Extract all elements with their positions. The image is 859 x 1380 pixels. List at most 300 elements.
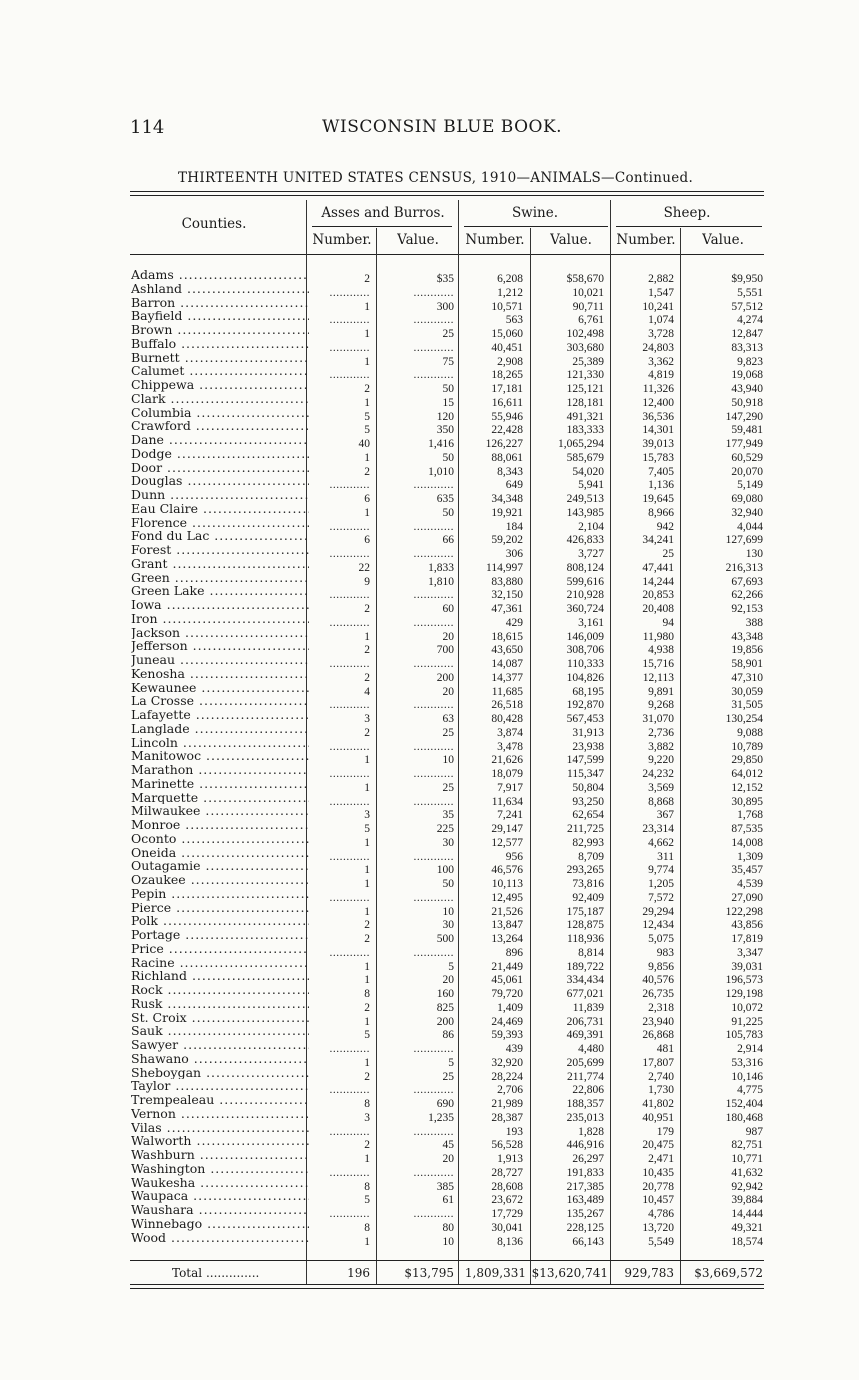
table-cell-av: 1,810	[428, 575, 454, 588]
table-cell-sv: 2,104	[578, 520, 604, 533]
table-cell-hn: 13,720	[642, 1221, 674, 1234]
table-cell-sn: 21,989	[491, 1098, 523, 1110]
county-name: Clark .....	[131, 392, 309, 406]
county-name: Fond du Lac .....	[131, 529, 309, 543]
table-cell-an: 1	[364, 836, 370, 849]
table-cell-hv: 4,044	[737, 520, 763, 533]
table-cell-hn: 12,400	[642, 396, 674, 409]
table-cell-av: 20	[442, 630, 454, 643]
county-name: Oconto .....	[131, 832, 309, 846]
county-name: Monroe .....	[131, 818, 309, 832]
table-cell-sv: 93,250	[572, 795, 604, 808]
table-cell-sv: 6,761	[578, 314, 604, 327]
table-cell-hv: 9,088	[737, 726, 763, 739]
table-cell-sn: 896	[505, 946, 523, 959]
table-cell-hv: 43,940	[731, 383, 763, 395]
table-cell-sn: 43,650	[491, 644, 523, 657]
table-cell-sn: 88,061	[491, 451, 523, 464]
table-cell-hn: 36,536	[642, 410, 674, 423]
table-cell-an: 8	[364, 1180, 370, 1193]
total-asses-number: 196	[347, 1266, 370, 1280]
table-cell-an	[310, 699, 370, 713]
table-cell-an: 1	[364, 396, 370, 409]
table-cell-an: 2	[364, 644, 370, 657]
table-cell-hv: 41,632	[731, 1166, 763, 1179]
table-cell-av	[380, 617, 454, 631]
table-cell-hv: 127,699	[725, 534, 763, 547]
table-cell-an	[310, 1043, 370, 1057]
bottom-rule-2	[130, 1288, 764, 1289]
table-cell-sv: 68,195	[572, 685, 604, 698]
county-name: Vilas .....	[131, 1121, 309, 1135]
table-cell-hv: 152,404	[725, 1098, 763, 1110]
table-cell-hn: 9,268	[648, 699, 674, 712]
county-name: Pepin .....	[131, 887, 309, 901]
table-cell-av: 66	[442, 534, 454, 547]
table-cell-hv: 1,309	[737, 850, 763, 863]
table-cell-hv: 69,080	[731, 493, 763, 505]
header-swine-number: Number.	[465, 232, 525, 248]
table-cell-an: 5	[364, 823, 370, 835]
table-cell-an	[310, 892, 370, 906]
table-cell-av: 825	[436, 1001, 454, 1014]
county-name: Waukesha .....	[131, 1176, 309, 1190]
table-cell-sn: 32,920	[491, 1056, 523, 1069]
table-cell-an: 2	[364, 933, 370, 945]
table-cell-sn: 1,409	[497, 1001, 523, 1014]
table-cell-an: 6	[364, 534, 370, 547]
table-cell-hn: 4,819	[648, 369, 674, 382]
county-name: Pierce .....	[131, 901, 309, 915]
table-cell-av: 635	[436, 493, 454, 505]
table-cell-hn: 14,301	[642, 424, 674, 437]
county-name: Rock .....	[131, 983, 309, 997]
table-cell-sn: 306	[505, 548, 523, 560]
table-cell-an: 1	[364, 630, 370, 643]
table-cell-hv: 64,012	[731, 768, 763, 780]
total-swine-value: $13,620,741	[531, 1266, 608, 1280]
table-cell-av: 30	[442, 836, 454, 849]
table-cell-hv: 12,152	[731, 781, 763, 794]
table-cell-av	[380, 1208, 454, 1222]
county-name: Rusk .....	[131, 997, 309, 1011]
table-cell-sn: 29,147	[491, 823, 523, 835]
table-cell-av: 63	[442, 713, 454, 725]
table-cell-sv: 110,333	[567, 658, 604, 670]
table-cell-hn: 14,244	[642, 575, 674, 588]
table-cell-hn: 20,778	[642, 1180, 674, 1193]
table-cell-sv: 26,297	[572, 1153, 604, 1165]
table-cell-hn: 1,730	[648, 1084, 674, 1097]
table-cell-hv: 1,768	[737, 809, 763, 822]
table-cell-sv: 599,616	[566, 575, 604, 588]
table-cell-an	[310, 851, 370, 865]
table-cell-hn: 2,318	[648, 1001, 674, 1014]
table-cell-sv: 491,321	[566, 410, 604, 423]
table-cell-sn: 18,265	[491, 369, 523, 382]
table-cell-sn: 47,361	[491, 603, 523, 615]
table-cell-sv: 163,489	[566, 1194, 604, 1207]
table-cell-sn: 26,518	[491, 699, 523, 712]
table-cell-an: 1	[364, 1153, 370, 1165]
table-cell-hn: 179	[656, 1125, 674, 1138]
total-top-rule	[130, 1260, 764, 1261]
county-name: Oneida .....	[131, 846, 309, 860]
table-cell-av: 200	[436, 1015, 454, 1028]
table-cell-hn: 3,362	[648, 355, 674, 368]
county-name: Wood .....	[131, 1231, 309, 1245]
table-cell-sn: 21,526	[491, 905, 523, 918]
table-cell-hv: 177,949	[725, 438, 763, 450]
county-name: Door .....	[131, 461, 309, 475]
table-cell-sn: 19,921	[491, 506, 523, 519]
table-cell-sv: 5,941	[578, 479, 604, 492]
table-cell-av: 25	[442, 726, 454, 739]
table-cell-hn: 8,868	[648, 795, 674, 808]
table-cell-sn: 126,227	[485, 438, 523, 450]
table-cell-sv: 188,357	[566, 1098, 604, 1110]
county-name: Richland .....	[131, 969, 309, 983]
table-cell-sv: 3,161	[578, 616, 604, 629]
table-cell-sn: 16,611	[491, 396, 523, 409]
table-cell-an: 1	[364, 355, 370, 368]
header-asses: Asses and Burros.	[321, 205, 445, 221]
county-name: Iron .....	[131, 612, 309, 626]
table-cell-hv: 35,457	[731, 864, 763, 877]
table-cell-av	[380, 947, 454, 961]
table-cell-sn: 563	[505, 314, 523, 327]
county-name: Douglas .....	[131, 474, 309, 488]
table-cell-sn: 6,208	[497, 273, 523, 285]
table-cell-an: 1	[364, 506, 370, 519]
county-name: Shawano .....	[131, 1052, 309, 1066]
table-cell-sn: 184	[505, 520, 523, 533]
col-line-6	[680, 228, 681, 1284]
table-cell-hv: 17,819	[731, 933, 763, 945]
table-cell-sv: 118,936	[567, 933, 604, 945]
table-title: THIRTEENTH UNITED STATES CENSUS, 1910—ANIMALS—Continued.	[178, 170, 694, 186]
county-name: Forest .....	[131, 543, 309, 557]
table-cell-av: 50	[442, 383, 454, 395]
table-cell-av	[380, 521, 454, 535]
table-cell-an: 8	[364, 1221, 370, 1234]
total-label: Total ..............	[172, 1266, 260, 1280]
table-cell-an	[310, 314, 370, 328]
table-cell-hv: 47,310	[731, 671, 763, 684]
table-cell-hv: 59,481	[731, 424, 763, 437]
county-name: Polk .....	[131, 914, 309, 928]
table-cell-an	[310, 1167, 370, 1181]
county-name: Marquette .....	[131, 791, 309, 805]
table-cell-sn: 7,241	[497, 809, 523, 822]
table-cell-hv: 18,574	[731, 1235, 763, 1248]
table-cell-an: 9	[364, 575, 370, 588]
table-cell-sv: 135,267	[566, 1208, 604, 1220]
table-cell-sv: 808,124	[566, 561, 604, 574]
table-cell-hn: 94	[662, 616, 674, 629]
table-cell-av	[380, 1084, 454, 1098]
table-cell-sv: 50,804	[572, 781, 604, 794]
table-cell-sv: 293,265	[566, 864, 604, 877]
county-name: Calumet .....	[131, 364, 309, 378]
table-cell-sv: 1,065,294	[558, 438, 604, 450]
table-cell-hn: 11,980	[642, 630, 674, 643]
table-cell-hv: 27,090	[731, 891, 763, 904]
table-cell-hv: 196,573	[725, 974, 763, 987]
table-cell-sv: 121,330	[566, 369, 604, 382]
table-cell-an	[310, 741, 370, 755]
county-name: Waupaca .....	[131, 1189, 309, 1203]
table-cell-an: 1	[364, 974, 370, 987]
table-cell-hn: 9,856	[648, 960, 674, 973]
table-cell-av: 45	[442, 1139, 454, 1152]
table-cell-sn: 13,264	[491, 933, 523, 945]
table-cell-av: 10	[442, 754, 454, 767]
county-name: Brown .....	[131, 323, 309, 337]
header-swine-value: Value.	[550, 232, 592, 248]
total-swine-number: 1,809,331	[464, 1266, 526, 1280]
table-cell-an: 1	[364, 905, 370, 918]
table-cell-hn: 15,783	[642, 451, 674, 464]
table-cell-sv: 73,816	[572, 878, 604, 890]
table-cell-av: 350	[436, 424, 454, 437]
table-cell-av: 20	[442, 1153, 454, 1165]
table-cell-sv: 183,333	[566, 424, 604, 437]
table-cell-hv: 147,290	[725, 410, 763, 423]
county-name: Columbia .....	[131, 406, 309, 420]
total-sheep-value: $3,669,572	[694, 1266, 763, 1280]
table-cell-hn: 1,547	[648, 286, 674, 299]
table-cell-sv: 90,711	[572, 300, 604, 313]
table-cell-sv: 175,187	[566, 905, 604, 918]
table-cell-sn: 7,917	[497, 781, 523, 794]
table-cell-av	[380, 741, 454, 755]
table-cell-sn: 28,608	[491, 1180, 523, 1193]
table-cell-sn: 32,150	[491, 589, 523, 602]
header-bottom-rule	[130, 254, 764, 255]
table-cell-sn: 59,393	[491, 1029, 523, 1042]
table-cell-hv: 57,512	[731, 300, 763, 313]
header-asses-number: Number.	[312, 232, 372, 248]
table-cell-av: 15	[442, 396, 454, 409]
table-cell-hv: 19,856	[731, 644, 763, 657]
table-cell-hv: 4,274	[737, 314, 763, 327]
header-sheep-number: Number.	[616, 232, 676, 248]
table-cell-av: 500	[436, 933, 454, 945]
table-cell-av	[380, 768, 454, 782]
table-cell-av	[380, 658, 454, 672]
table-cell-av: 75	[442, 355, 454, 368]
table-cell-hn: 20,408	[642, 603, 674, 615]
county-name: Eau Claire .....	[131, 502, 309, 516]
county-name: La Crosse .....	[131, 694, 309, 708]
table-cell-sn: 28,727	[491, 1166, 523, 1179]
table-cell-av: 25	[442, 781, 454, 794]
table-cell-hn: 2,471	[648, 1153, 674, 1165]
table-cell-hv: $9,950	[731, 273, 763, 285]
col-line-4	[530, 228, 531, 1284]
table-cell-hv: 62,266	[731, 589, 763, 602]
table-cell-hv: 53,316	[731, 1056, 763, 1069]
table-cell-av: 50	[442, 878, 454, 890]
table-cell-sn: 28,224	[491, 1070, 523, 1083]
table-cell-hn: 41,802	[642, 1098, 674, 1110]
table-cell-sn: 649	[505, 479, 523, 492]
col-line-3	[458, 200, 459, 1284]
table-cell-sv: 10,021	[572, 286, 604, 299]
table-cell-hn: 24,803	[642, 341, 674, 354]
table-cell-sv: 3,727	[578, 548, 604, 560]
table-cell-hv: 92,942	[731, 1180, 763, 1193]
table-cell-an: 1	[364, 328, 370, 340]
table-cell-sv: 147,599	[566, 754, 604, 767]
table-cell-an	[310, 1084, 370, 1098]
table-cell-an	[310, 1208, 370, 1222]
table-cell-av: 60	[442, 603, 454, 615]
table-cell-hv: 388	[745, 616, 763, 629]
table-cell-an	[310, 658, 370, 672]
table-cell-sn: 11,685	[491, 685, 523, 698]
table-cell-hv: 5,551	[737, 286, 763, 299]
table-cell-sv: 1,828	[578, 1125, 604, 1138]
table-cell-av	[380, 1126, 454, 1140]
table-cell-hn: 10,435	[642, 1166, 674, 1179]
table-cell-hn: 367	[656, 809, 674, 822]
table-cell-sn: 14,377	[491, 671, 523, 684]
table-cell-sv: 62,654	[572, 809, 604, 822]
table-cell-hv: 83,313	[731, 341, 763, 354]
county-name: Manitowoc .....	[131, 749, 309, 763]
table-cell-an	[310, 479, 370, 493]
table-cell-an: 1	[364, 1235, 370, 1248]
county-name: Lincoln .....	[131, 736, 309, 750]
col-line-2	[376, 228, 377, 1284]
table-cell-av: 300	[436, 300, 454, 313]
table-cell-an: 2	[364, 465, 370, 478]
table-cell-sn: 18,079	[491, 768, 523, 780]
table-cell-sv: 146,009	[566, 630, 604, 643]
table-cell-sn: 17,181	[491, 383, 523, 395]
table-cell-an	[310, 521, 370, 535]
county-name: St. Croix .....	[131, 1011, 309, 1025]
table-cell-av	[380, 342, 454, 356]
county-name: Sawyer .....	[131, 1038, 309, 1052]
table-cell-an	[310, 796, 370, 810]
table-cell-an: 6	[364, 493, 370, 505]
page-number: 114	[130, 117, 165, 138]
table-cell-hn: 9,774	[648, 864, 674, 877]
table-cell-sn: 12,495	[491, 891, 523, 904]
table-cell-hv: 10,072	[731, 1001, 763, 1014]
table-cell-sn: 23,672	[491, 1194, 523, 1207]
table-cell-av: 5	[448, 1056, 454, 1069]
county-column	[131, 268, 309, 1244]
county-name: Adams .....	[131, 268, 309, 282]
table-cell-hn: 2,736	[648, 726, 674, 739]
table-cell-av: 50	[442, 506, 454, 519]
header-rule-sheep	[616, 226, 762, 227]
county-name: Dodge .....	[131, 447, 309, 461]
table-cell-an	[310, 768, 370, 782]
table-cell-av: 1,416	[428, 438, 454, 450]
table-cell-hv: 14,444	[731, 1208, 763, 1220]
header-asses-value: Value.	[397, 232, 439, 248]
table-cell-sv: 249,513	[566, 493, 604, 505]
table-cell-hv: 39,884	[731, 1194, 763, 1207]
county-name: Trempealeau .....	[131, 1093, 309, 1107]
table-cell-hn: 4,786	[648, 1208, 674, 1220]
table-cell-sn: 46,576	[491, 864, 523, 877]
table-cell-hn: 10,457	[642, 1194, 674, 1207]
table-cell-an	[310, 617, 370, 631]
table-cell-av: 61	[442, 1194, 454, 1207]
header-rule-swine	[464, 226, 608, 227]
bottom-rule	[130, 1284, 764, 1285]
table-cell-sn: 3,874	[497, 726, 523, 739]
table-cell-hn: 311	[657, 850, 674, 863]
table-cell-hv: 67,693	[731, 575, 763, 588]
table-cell-av	[380, 892, 454, 906]
table-cell-hv: 29,850	[731, 754, 763, 767]
county-name: Sheboygan .....	[131, 1066, 309, 1080]
table-cell-hn: 7,405	[648, 465, 674, 478]
table-cell-hn: 25	[662, 548, 674, 560]
table-cell-hn: 20,475	[642, 1139, 674, 1152]
table-cell-sn: 11,634	[491, 795, 523, 808]
table-cell-an: 1	[364, 1015, 370, 1028]
table-cell-hv: 30,059	[731, 685, 763, 698]
county-name: Price .....	[131, 942, 309, 956]
table-cell-hn: 24,232	[642, 768, 674, 780]
table-cell-an: 1	[364, 878, 370, 890]
table-cell-an: 5	[364, 424, 370, 437]
table-cell-an	[310, 1126, 370, 1140]
table-cell-av: 1,235	[428, 1111, 454, 1124]
table-cell-hn: 2,740	[648, 1070, 674, 1083]
table-cell-av: 80	[442, 1221, 454, 1234]
table-cell-sn: 13,847	[491, 919, 523, 932]
table-cell-sv: 360,724	[566, 603, 604, 615]
county-name: Ozaukee .....	[131, 873, 309, 887]
table-cell-hv: 87,535	[731, 823, 763, 835]
county-name: Green .....	[131, 571, 309, 585]
swine-value-column	[534, 273, 604, 1249]
table-cell-hv: 4,539	[737, 878, 763, 890]
table-cell-hv: 39,031	[731, 960, 763, 973]
county-name: Dane .....	[131, 433, 309, 447]
top-rule-2	[130, 195, 764, 196]
table-cell-hv: 32,940	[731, 506, 763, 519]
table-cell-hn: 31,070	[642, 713, 674, 725]
table-cell-hn: 9,891	[648, 685, 674, 698]
table-cell-sn: 21,449	[491, 960, 523, 973]
table-cell-av: 86	[442, 1029, 454, 1042]
table-cell-sv: 217,385	[566, 1180, 604, 1193]
table-cell-sv: 308,706	[566, 644, 604, 657]
table-cell-an: 3	[364, 713, 370, 725]
table-cell-hn: 26,735	[642, 988, 674, 1000]
table-cell-hn: 12,434	[642, 919, 674, 932]
table-cell-av	[380, 369, 454, 383]
table-cell-hn: 942	[656, 520, 674, 533]
table-cell-av: 1,010	[428, 465, 454, 478]
county-name: Florence .....	[131, 516, 309, 530]
table-cell-sn: 15,060	[491, 328, 523, 340]
table-cell-av: 100	[436, 864, 454, 877]
table-cell-sn: 45,061	[491, 974, 523, 987]
table-cell-sv: 206,731	[566, 1015, 604, 1028]
table-cell-sv: 334,434	[566, 974, 604, 987]
